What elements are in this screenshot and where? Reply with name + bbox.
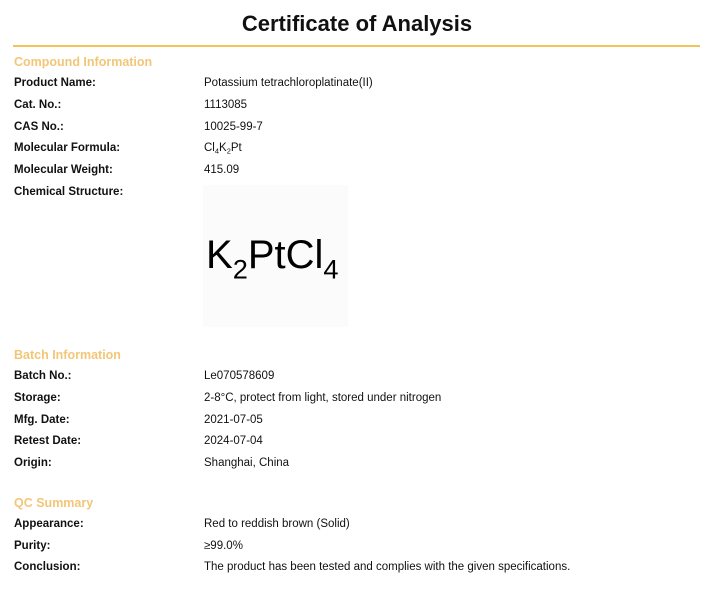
formula-element-cl: Cl: [204, 142, 215, 154]
value-purity: ≥99.0%: [204, 540, 243, 552]
value-product-name: Potassium tetrachloroplatinate(II): [204, 77, 373, 89]
value-retest-date: 2024-07-04: [204, 435, 263, 447]
structure-k-subscript: 2: [232, 253, 248, 285]
section-heading-batch: Batch Information: [14, 348, 121, 362]
label-storage: Storage:: [14, 392, 61, 404]
document-title: Certificate of Analysis: [241, 11, 473, 36]
value-conclusion: The product has been tested and complies with the given specifications.: [204, 561, 571, 573]
title-divider: [13, 45, 700, 47]
value-cas-no: 10025-99-7: [204, 121, 263, 133]
value-origin: Shanghai, China: [204, 457, 290, 469]
value-appearance: Red to reddish brown (Solid): [204, 518, 350, 530]
label-retest-date: Retest Date:: [14, 435, 82, 447]
value-molecular-weight: 415.09: [204, 164, 240, 176]
label-molecular-weight: Molecular Weight:: [14, 164, 113, 176]
value-storage: 2-8°C, protect from light, stored under nitrogen: [204, 392, 442, 404]
section-heading-qc: QC Summary: [14, 496, 94, 510]
label-appearance: Appearance:: [14, 518, 84, 530]
value-batch-no: Le070578609: [204, 370, 275, 382]
label-chemical-structure: Chemical Structure:: [14, 186, 124, 198]
structure-ptcl: PtCl: [247, 233, 324, 277]
label-conclusion: Conclusion:: [14, 561, 81, 573]
value-mfg-date: 2021-07-05: [204, 414, 263, 426]
label-purity: Purity:: [14, 540, 51, 552]
formula-subscript-k: 2: [226, 146, 231, 156]
chemical-structure-formula: [206, 231, 339, 285]
formula-element-pt: Pt: [230, 142, 242, 154]
label-cat-no: Cat. No.:: [14, 99, 62, 111]
label-cas-no: CAS No.:: [14, 121, 64, 133]
chemical-structure-image: [203, 185, 348, 327]
label-molecular-formula: Molecular Formula:: [14, 142, 121, 154]
formula-element-k: K: [219, 142, 227, 154]
label-batch-no: Batch No.:: [14, 370, 72, 382]
section-heading-compound: Compound Information: [14, 55, 153, 69]
formula-subscript-cl: 4: [214, 146, 220, 156]
label-mfg-date: Mfg. Date:: [14, 414, 70, 426]
label-origin: Origin:: [14, 457, 52, 469]
structure-cl-subscript: 4: [323, 253, 339, 285]
value-cat-no: 1113085: [204, 99, 248, 111]
label-product-name: Product Name:: [14, 77, 96, 89]
value-molecular-formula: [204, 140, 704, 156]
structure-k: K: [206, 233, 233, 277]
